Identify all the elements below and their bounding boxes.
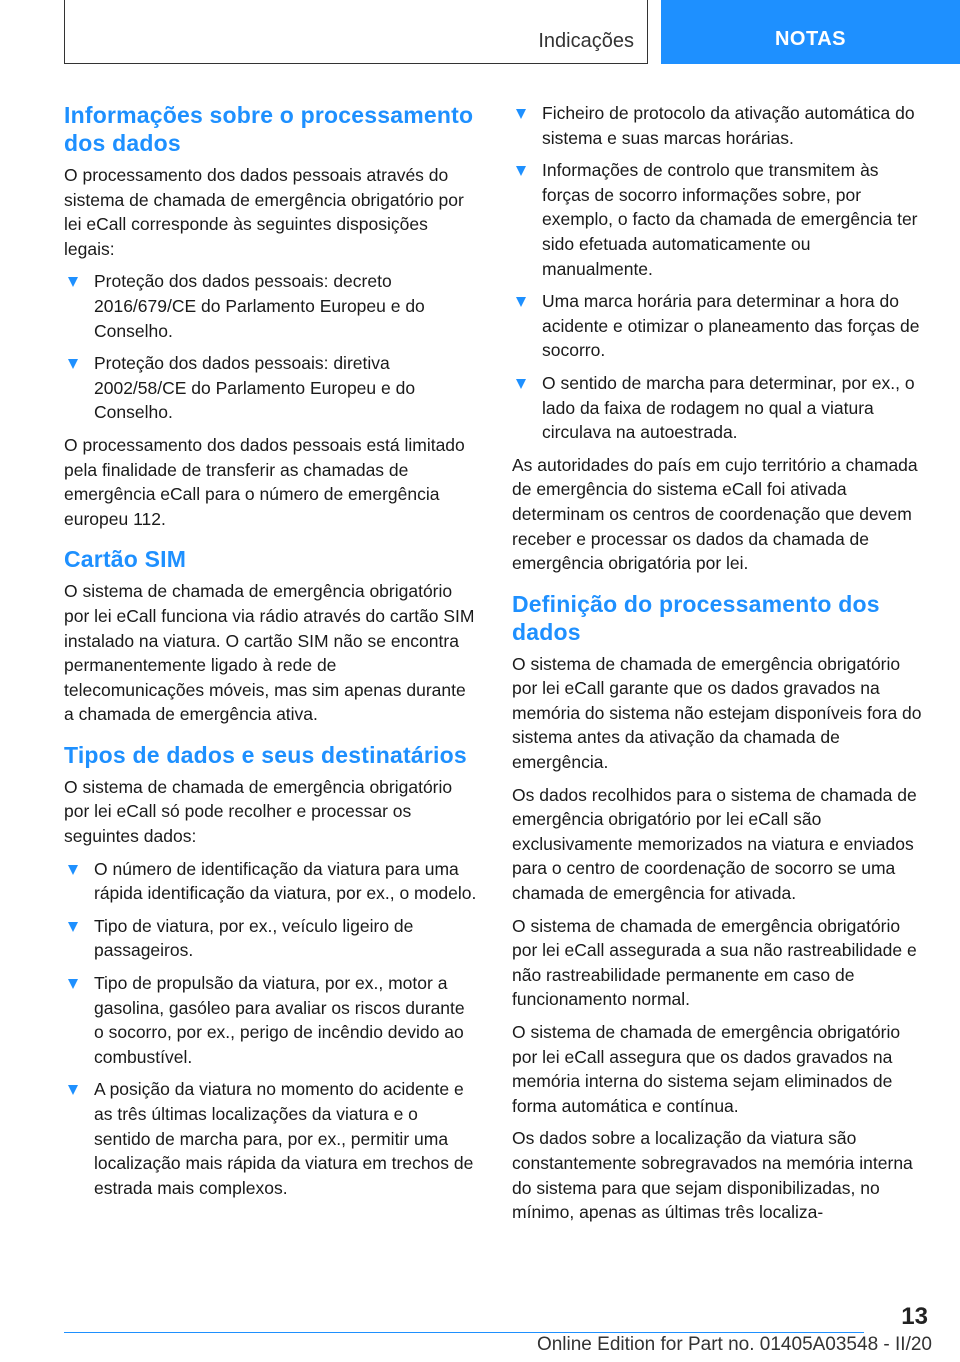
triangle-bullet-icon bbox=[68, 1085, 78, 1095]
list-item-text: Proteção dos dados pessoais: diretiva 2002/58/CE do Parlamento Europeu e do Conselho. bbox=[94, 353, 416, 423]
triangle-bullet-icon bbox=[68, 359, 78, 369]
paragraph: O processamento dos dados pessoais através do sistema de chamada de emergência obrigatório por lei eCall corresponde às seguintes disposições legais: bbox=[64, 165, 464, 259]
paragraph: Os dados sobre a localização da viatura são constantemente sobregravados na memória interna do sistema para que sejam disponibilizadas, no mínimo, apenas as últimas três localiza- bbox=[512, 1128, 913, 1223]
list-item-text: A posição da viatura no momento do acidente e as três últimas localizações da viatura e o sentido de marcha para, por ex., permitir uma localização mais rápida da viatura em trechos de estrada mais complexos. bbox=[94, 1079, 474, 1198]
paragraph: O sistema de chamada de emergência obrigatório por lei eCall assegurada a sua não rastreabilidade e não rastreabilidade permanente em caso de funcionamento normal. bbox=[512, 915, 917, 1010]
list-item-text: Ficheiro de protocolo da ativação automática do sistema e suas marcas horárias. bbox=[542, 103, 915, 148]
list-item bbox=[64, 914, 478, 963]
section-authorities bbox=[512, 453, 926, 576]
list-item bbox=[64, 1077, 478, 1200]
list-item bbox=[512, 371, 926, 445]
section-title: Informações sobre o processamento dos dados bbox=[64, 102, 474, 156]
paragraph: Os dados recolhidos para o sistema de chamada de emergência obrigatório por lei eCall são exclusivamente memorizados na viatura e enviados para o centro de coordenação de socorro se uma chamada de emergência for ativada. bbox=[512, 784, 917, 904]
triangle-bullet-icon bbox=[516, 379, 526, 389]
list-item bbox=[512, 158, 926, 281]
list-item-text: Tipo de viatura, por ex., veículo ligeiro de passageiros. bbox=[94, 915, 414, 961]
footer-divider bbox=[64, 1332, 864, 1333]
header-tab-label: NOTAS bbox=[774, 27, 846, 50]
paragraph: O sistema de chamada de emergência obrigatório por lei eCall garante que os dados gravados na memória do sistema não estejam disponíveis fora do sistema antes da ativação da chamada de emergência. bbox=[512, 653, 922, 773]
list-item bbox=[64, 971, 478, 1069]
triangle-bullet-icon bbox=[516, 109, 526, 119]
page-number: 13 bbox=[901, 1303, 928, 1330]
list-item bbox=[512, 101, 926, 150]
list-item-text: Tipo de propulsão da viatura, por ex., motor a gasolina, gasóleo para avaliar os riscos durante o socorro, por ex., perigo de incêndio devido ao combustível. bbox=[94, 973, 465, 1067]
section-data-types bbox=[64, 741, 478, 1201]
list-item bbox=[64, 269, 478, 343]
left-column bbox=[64, 101, 478, 1214]
right-column bbox=[512, 101, 926, 1239]
list-item-text: Proteção dos dados pessoais: decreto 2016/679/CE do Parlamento Europeu e do Conselho. bbox=[94, 271, 425, 341]
list-item bbox=[64, 351, 478, 425]
section-sim-card bbox=[64, 545, 478, 727]
bullet-list bbox=[64, 857, 478, 1201]
paragraph: As autoridades do país em cujo território a chamada de emergência do sistema eCall foi ativada determinam os centros de coordenação que devem receber e processar os dados da chamada de emergência obrigatória por lei. bbox=[512, 454, 918, 574]
list-item-text: Uma marca horária para determinar a hora do acidente e otimizar o planeamento das forças de socorro. bbox=[542, 291, 920, 361]
list-item-text: Informações de controlo que transmitem às forças de socorro informações sobre, por exemplo, o facto da chamada de emergência ter sido efetuada automaticamente ou manualmente. bbox=[542, 160, 918, 279]
bullet-list bbox=[512, 101, 926, 445]
bullet-list bbox=[64, 269, 478, 425]
triangle-bullet-icon bbox=[516, 166, 526, 176]
paragraph: O processamento dos dados pessoais está limitado pela finalidade de transferir as chamadas de emergência eCall para o número de emergência europeu 112. bbox=[64, 434, 465, 529]
header-tab-notas bbox=[661, 0, 960, 64]
triangle-bullet-icon bbox=[68, 865, 78, 875]
header-section-title: Indicações bbox=[538, 30, 634, 52]
triangle-bullet-icon bbox=[516, 297, 526, 307]
list-item-text: O número de identificação da viatura para uma rápida identificação da viatura, por ex., o modelo. bbox=[94, 858, 477, 904]
section-title: Tipos de dados e seus destinatários bbox=[64, 741, 467, 768]
list-item bbox=[64, 857, 478, 906]
list-item-text: O sentido de marcha para determinar, por ex., o lado da faixa de rodagem no qual a viatura circulava na autoestrada. bbox=[542, 372, 915, 443]
paragraph: O sistema de chamada de emergência obrigatório por lei eCall só pode recolher e processar os seguintes dados: bbox=[64, 776, 453, 847]
section-title: Cartão SIM bbox=[64, 546, 187, 573]
list-item bbox=[512, 289, 926, 363]
triangle-bullet-icon bbox=[68, 979, 78, 989]
triangle-bullet-icon bbox=[68, 277, 78, 287]
footer-edition-text: Online Edition for Part no. 01405A03548 - II/20 bbox=[536, 1334, 932, 1355]
paragraph: O sistema de chamada de emergência obrigatório por lei eCall assegura que os dados gravados na memória interna do sistema sejam eliminados de forma automática e contínua. bbox=[512, 1022, 901, 1116]
paragraph: O sistema de chamada de emergência obrigatório por lei eCall funciona via rádio através do cartão SIM instalado na viatura. O cartão SIM não se encontra permanentemente ligado à rede de telecomunicações móveis, mas sim apenas durante a chamada de emergência ativa. bbox=[64, 581, 475, 725]
section-title: Definição do processamento dos dados bbox=[512, 590, 880, 645]
section-data-processing-info bbox=[64, 101, 478, 531]
section-processing-definition bbox=[512, 590, 926, 1225]
triangle-bullet-icon bbox=[68, 922, 78, 932]
